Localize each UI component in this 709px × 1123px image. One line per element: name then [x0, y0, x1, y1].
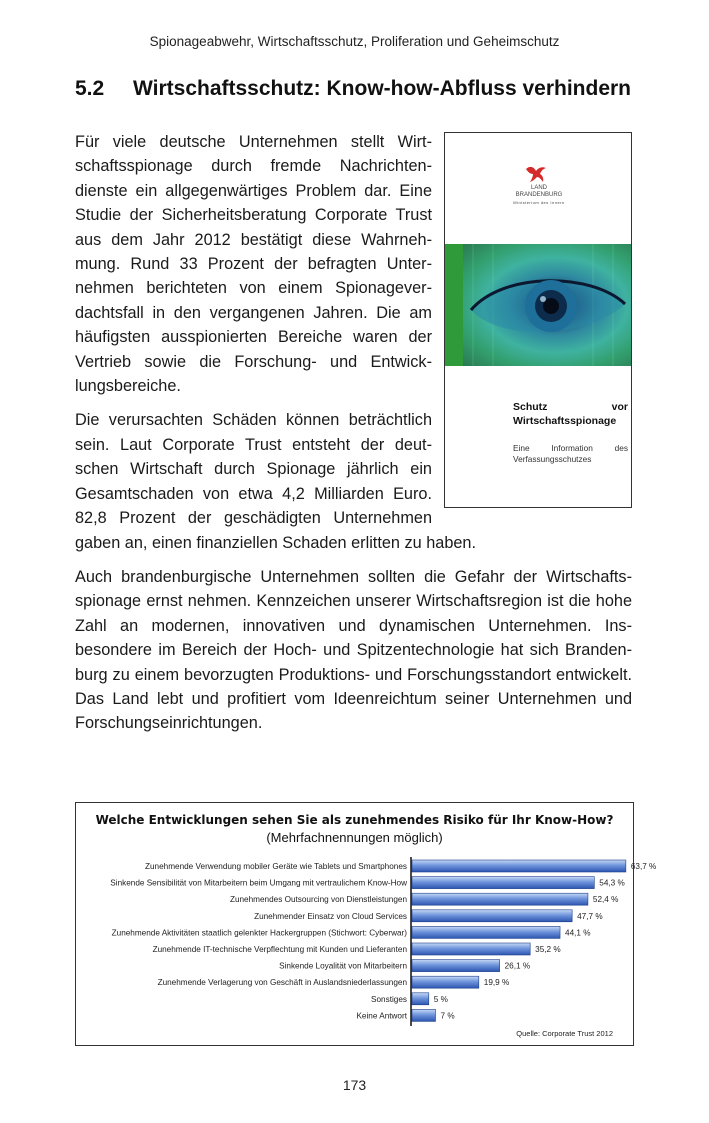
bar-zunehmender-einsatz-von-cloud-services: [412, 910, 572, 922]
bar-sonstiges: [412, 993, 429, 1005]
paragraph-1: Für viele deutsche Unternehmen stellt Wirtschaftsspionage durch fremde Nachrichtendienste ein allgegenwärtiges Problem dar. Eine Studie der Sicherheitsberatung Corporate Trust aus dem Jahr 2012 bestätigt diese Wahrnehmung. Rund 33 Prozent der befragten Unternehmen berichteten von einem Spionageverdachtsfall in den vergangenen Jahren. Die am häufigsten ausspionierten Bereiche waren der Vertrieb sowie die Forschung- und Entwicklungsbereiche.: [75, 133, 432, 396]
chart-title: Welche Entwicklungen sehen Sie als zunehmendes Risiko für Ihr Know-How?: [95, 813, 614, 827]
chart-subtitle: (Mehrfachnennungen möglich): [266, 830, 443, 845]
category-label-zunehmende-verwendung-mobiler-ger-te-wie: Zunehmende Verwendung mobiler Geräte wie Tablets und Smartphones: [144, 862, 407, 871]
category-label-keine-antwort: Keine Antwort: [356, 1011, 407, 1021]
bar-zunehmende-verlagerung-von-gesch-ft-in-a: [412, 976, 479, 988]
bar-keine-antwort: [412, 1009, 436, 1021]
value-label-zunehmendes-outsourcing-von-dienstleistu: 52,4 %: [592, 895, 619, 905]
value-label-zunehmender-einsatz-von-cloud-services: 47,7 %: [577, 911, 603, 921]
category-label-zunehmendes-outsourcing-von-dienstleistu: Zunehmendes Outsourcing von Dienstleistungen: [229, 895, 407, 905]
brochure-cover-figure: [444, 132, 632, 508]
category-label-zunehmende-it-technische-verpflechtung-m: Zunehmende IT-technische Verpflechtung mit Kunden und Lieferanten: [152, 945, 407, 954]
section-heading: [75, 77, 635, 101]
value-label-zunehmende-verwendung-mobiler-ger-te-wie: 63,7 %: [630, 862, 657, 871]
value-label-sonstiges: 5 %: [433, 994, 448, 1004]
bar-sinkende-loyalit-t-von-mitarbeitern: [412, 960, 500, 972]
bar-sinkende-sensibilit-t-von-mitarbeitern-b: [412, 877, 594, 889]
green-stripe: [445, 244, 463, 366]
category-label-zunehmende-aktivit-ten-staatlich-gelenkt: Zunehmende Aktivitäten staatlich gelenkter Hackergruppen (Stichwort: Cyberwar): [111, 928, 407, 938]
value-label-sinkende-sensibilit-t-von-mitarbeitern-b: 54,3 %: [599, 878, 625, 888]
paragraph-2: Die verursachten Schäden können beträchtlich sein. Laut Corporate Trust entsteht der deutschen Wirtschaft durch Spionage jährlich ein Gesamtschaden von etwa 4,2 Milliarden Euro. 82,8 Prozent der geschädigten Unternehmen gaben an, einen finanziellen Schaden erlitten zu haben.: [75, 411, 477, 552]
chart-plot: [76, 803, 657, 1045]
section-title: Wirtschaftsschutz: Know-how-Abfluss verhindern: [133, 77, 632, 100]
eagle-icon: [524, 163, 554, 185]
value-label-zunehmende-it-technische-verpflechtung-m: 35,2 %: [535, 945, 561, 954]
value-label-sinkende-loyalit-t-von-mitarbeitern: 26,1 %: [504, 961, 531, 971]
paragraph-3: Auch brandenburgische Unternehmen sollten die Gefahr der Wirtschaftsspionage ernst nehmen. Kennzeichen unserer Wirtschaftsregion ist die hohe Zahl an modernen, innovativen und dynamischen Unternehmen. Insbesondere im Bereich der Hoch- und Spitzentechnologie hat sich Brandenburg zu einem bevorzugten Produktions- und Forschungsstandort entwickelt. Das Land lebt und profitiert vom Ideenreichtum seiner Unternehmen und Forschungseinrichtungen.: [75, 567, 632, 733]
brochure-title: Schutz vor Wirtschaftsspionage: [513, 401, 628, 427]
category-label-sinkende-sensibilit-t-von-mitarbeitern-b: Sinkende Sensibilität von Mitarbeitern beim Umgang mit vertraulichem Know-How: [110, 878, 407, 888]
bar-zunehmende-verwendung-mobiler-ger-te-wie: [412, 860, 626, 872]
eye-image: [463, 244, 631, 366]
eye-photo: [445, 244, 631, 366]
value-label-zunehmende-verlagerung-von-gesch-ft-in-a: 19,9 %: [483, 978, 510, 988]
body-text: [75, 130, 632, 746]
section-number: 5.2: [75, 77, 105, 100]
category-label-zunehmende-verlagerung-von-gesch-ft-in-a: Zunehmende Verlagerung von Geschäft in Auslandsniederlassungen: [157, 978, 407, 988]
category-label-zunehmender-einsatz-von-cloud-services: Zunehmender Einsatz von Cloud Services: [254, 911, 407, 921]
logo-text-ministry: Ministerium des Innern: [513, 200, 565, 205]
category-label-sonstiges: Sonstiges: [371, 994, 407, 1004]
running-header: Spionageabwehr, Wirtschaftsschutz, Proliferation und Geheimschutz: [149, 34, 560, 49]
value-label-keine-antwort: 7 %: [440, 1011, 455, 1021]
logo-text-land: LAND: [530, 185, 547, 191]
brochure-subtitle: Eine Information des Verfassungsschutzes: [513, 443, 628, 464]
bar-zunehmende-it-technische-verpflechtung-m: [412, 943, 530, 955]
bar-zunehmende-aktivit-ten-staatlich-gelenkt: [412, 926, 560, 938]
eye-illustration: [463, 244, 631, 366]
chart-source: Quelle: Corporate Trust 2012: [516, 1029, 613, 1038]
risk-bar-chart: [75, 802, 657, 1046]
value-label-zunehmende-aktivit-ten-staatlich-gelenkt: 44,1 %: [565, 928, 591, 938]
brandenburg-logo: [509, 163, 569, 215]
logo-text-brandenburg: BRANDENBURG: [515, 192, 563, 198]
page-number: 173: [342, 1077, 367, 1093]
bar-zunehmendes-outsourcing-von-dienstleistu: [412, 893, 588, 905]
category-label-sinkende-loyalit-t-von-mitarbeitern: Sinkende Loyalität von Mitarbeitern: [279, 961, 407, 971]
